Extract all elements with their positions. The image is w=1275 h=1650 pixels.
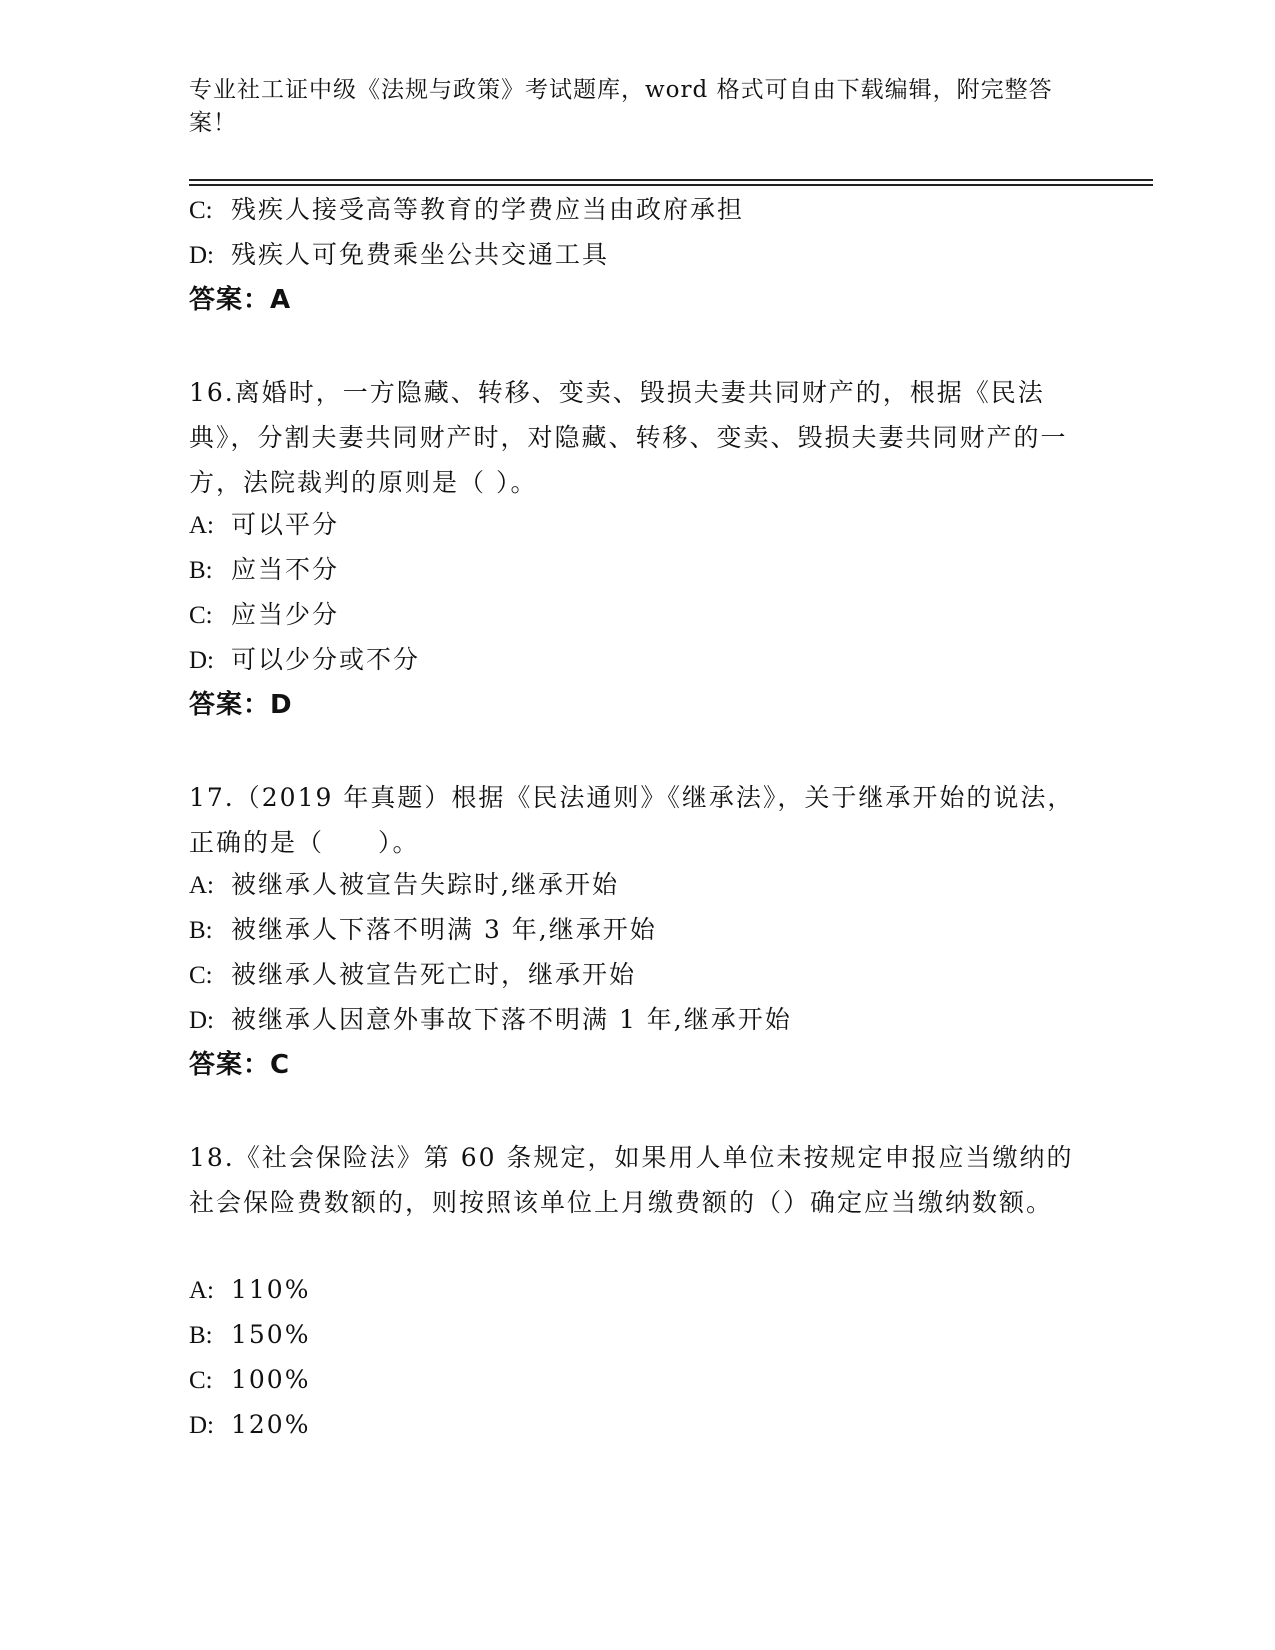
option-letter: A: <box>189 1277 214 1304</box>
q18-option-b <box>189 1320 310 1351</box>
option-text: 应当不分 <box>231 555 340 584</box>
q16-option-a <box>189 510 339 541</box>
q16-option-d <box>189 645 420 676</box>
option-letter: C: <box>189 197 213 224</box>
header-divider-top <box>189 179 1153 181</box>
q18-option-d <box>189 1410 310 1441</box>
option-text: 残疾人接受高等教育的学费应当由政府承担 <box>231 195 745 224</box>
q17-stem: 17.（2019 年真题）根据《民法通则》《继承法》，关于继承开始的说法，正确的是（ ）。 <box>189 783 1075 857</box>
q17-option-c <box>189 960 636 991</box>
option-text: 150% <box>231 1320 311 1349</box>
q16-option-c <box>189 600 339 631</box>
q17-answer: 答案：C <box>189 1050 291 1080</box>
q15-option-c <box>189 195 744 226</box>
q17-option-d <box>189 1005 792 1036</box>
option-text: 被继承人被宣告死亡时，继承开始 <box>231 960 637 989</box>
option-letter: B: <box>189 557 213 584</box>
option-letter: A: <box>189 512 214 539</box>
option-letter: D: <box>189 647 214 674</box>
option-text: 120% <box>231 1410 311 1439</box>
option-text: 被继承人下落不明满 3 年,继承开始 <box>231 915 657 944</box>
option-letter: C: <box>189 962 213 989</box>
option-letter: D: <box>189 1007 214 1034</box>
q17-option-b <box>189 915 657 946</box>
page-header: 专业社工证中级《法规与政策》考试题库，word 格式可自由下载编辑，附完整答案！ <box>189 77 1053 136</box>
q18-option-c <box>189 1365 310 1396</box>
option-letter: D: <box>189 1412 214 1439</box>
q16-stem: 16.离婚时，一方隐藏、转移、变卖、毁损夫妻共同财产的，根据《民法典》，分割夫妻共同财产时，对隐藏、转移、变卖、毁损夫妻共同财产的一方，法院裁判的原则是（ ）。 <box>189 378 1068 497</box>
option-letter: B: <box>189 917 213 944</box>
option-text: 100% <box>231 1365 311 1394</box>
q18-option-a <box>189 1275 310 1306</box>
option-letter: C: <box>189 1367 213 1394</box>
q15-option-d <box>189 240 609 271</box>
option-text: 可以少分或不分 <box>231 645 421 674</box>
q16-answer: 答案：D <box>189 690 293 720</box>
q15-answer: 答案：A <box>189 285 292 315</box>
option-letter: A: <box>189 872 214 899</box>
option-letter: D: <box>189 242 214 269</box>
option-letter: C: <box>189 602 213 629</box>
option-text: 可以平分 <box>231 510 340 539</box>
q17-option-a <box>189 870 619 901</box>
q18-stem: 18.《社会保险法》第 60 条规定，如果用人单位未按规定申报应当缴纳的社会保险费数额的，则按照该单位上月缴费额的（）确定应当缴纳数额。 <box>189 1143 1074 1217</box>
q16-option-b <box>189 555 339 586</box>
option-letter: B: <box>189 1322 213 1349</box>
header-divider-bottom <box>189 184 1153 186</box>
option-text: 应当少分 <box>231 600 340 629</box>
option-text: 残疾人可免费乘坐公共交通工具 <box>231 240 610 269</box>
option-text: 被继承人被宣告失踪时,继承开始 <box>231 870 619 899</box>
option-text: 被继承人因意外事故下落不明满 1 年,继承开始 <box>231 1005 792 1034</box>
option-text: 110% <box>231 1275 311 1304</box>
